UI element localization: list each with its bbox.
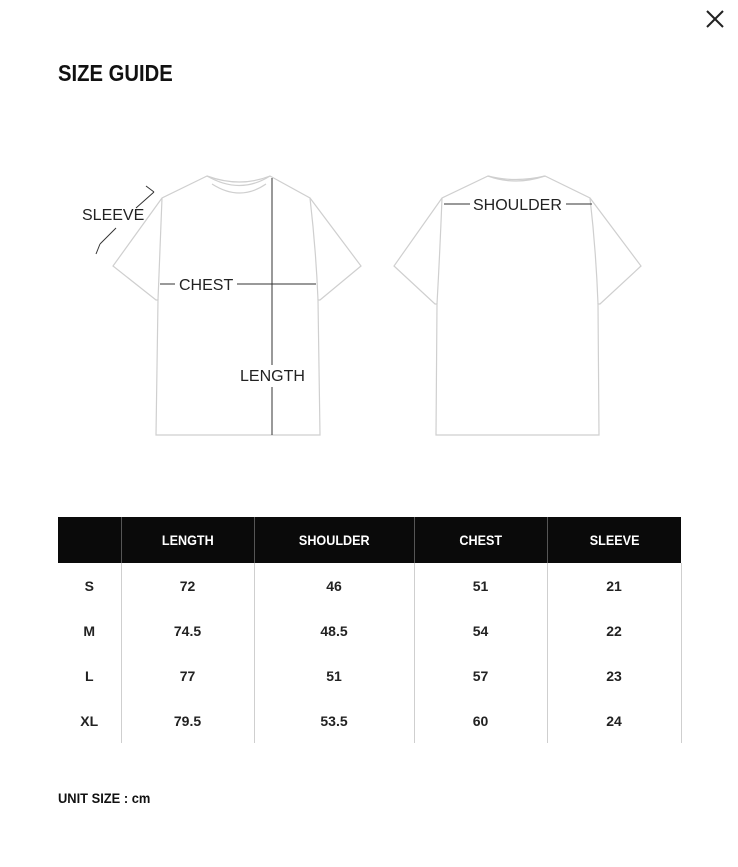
page-title: SIZE GUIDE [58, 60, 173, 86]
table-header-chest: CHEST [414, 517, 547, 563]
size-cell: L [84, 667, 94, 684]
sleeve-label: SLEEVE [82, 207, 145, 224]
shoulder-label: SHOULDER [473, 197, 562, 214]
table-cell: 72 [121, 563, 254, 608]
size-table [58, 517, 682, 743]
table-cell: 51 [254, 653, 414, 698]
table-cell: 54 [414, 608, 547, 653]
chest-label: CHEST [179, 277, 234, 294]
size-cell: M [83, 622, 96, 639]
table-cell: 23 [547, 653, 681, 698]
table-cell: 48.5 [254, 608, 414, 653]
table-cell: 79.5 [121, 698, 254, 743]
table-cell: 51 [414, 563, 547, 608]
table-header-row [58, 517, 681, 563]
table-row [58, 608, 681, 653]
table-cell: 60 [414, 698, 547, 743]
front-tshirt-illustration [113, 176, 361, 435]
measure-lines [96, 178, 592, 435]
table-cell: 74.5 [121, 608, 254, 653]
table-cell: 22 [547, 608, 681, 653]
table-cell: 46 [254, 563, 414, 608]
table-header-sleeve: SLEEVE [547, 517, 681, 563]
back-tshirt-illustration [394, 176, 641, 435]
size-cell: S [84, 577, 94, 594]
table-cell: 21 [547, 563, 681, 608]
length-label: LENGTH [240, 368, 305, 385]
table-cell: 77 [121, 653, 254, 698]
table-row [58, 653, 681, 698]
table-cell: 24 [547, 698, 681, 743]
size-cell: XL [80, 712, 99, 729]
table-header-length: LENGTH [121, 517, 254, 563]
table-cell: 57 [414, 653, 547, 698]
unit-size-note: UNIT SIZE : cm [58, 790, 151, 806]
table-cell: 53.5 [254, 698, 414, 743]
table-row [58, 698, 681, 743]
table-header-shoulder: SHOULDER [254, 517, 414, 563]
table-header-corner [58, 517, 121, 563]
table-row [58, 563, 681, 608]
